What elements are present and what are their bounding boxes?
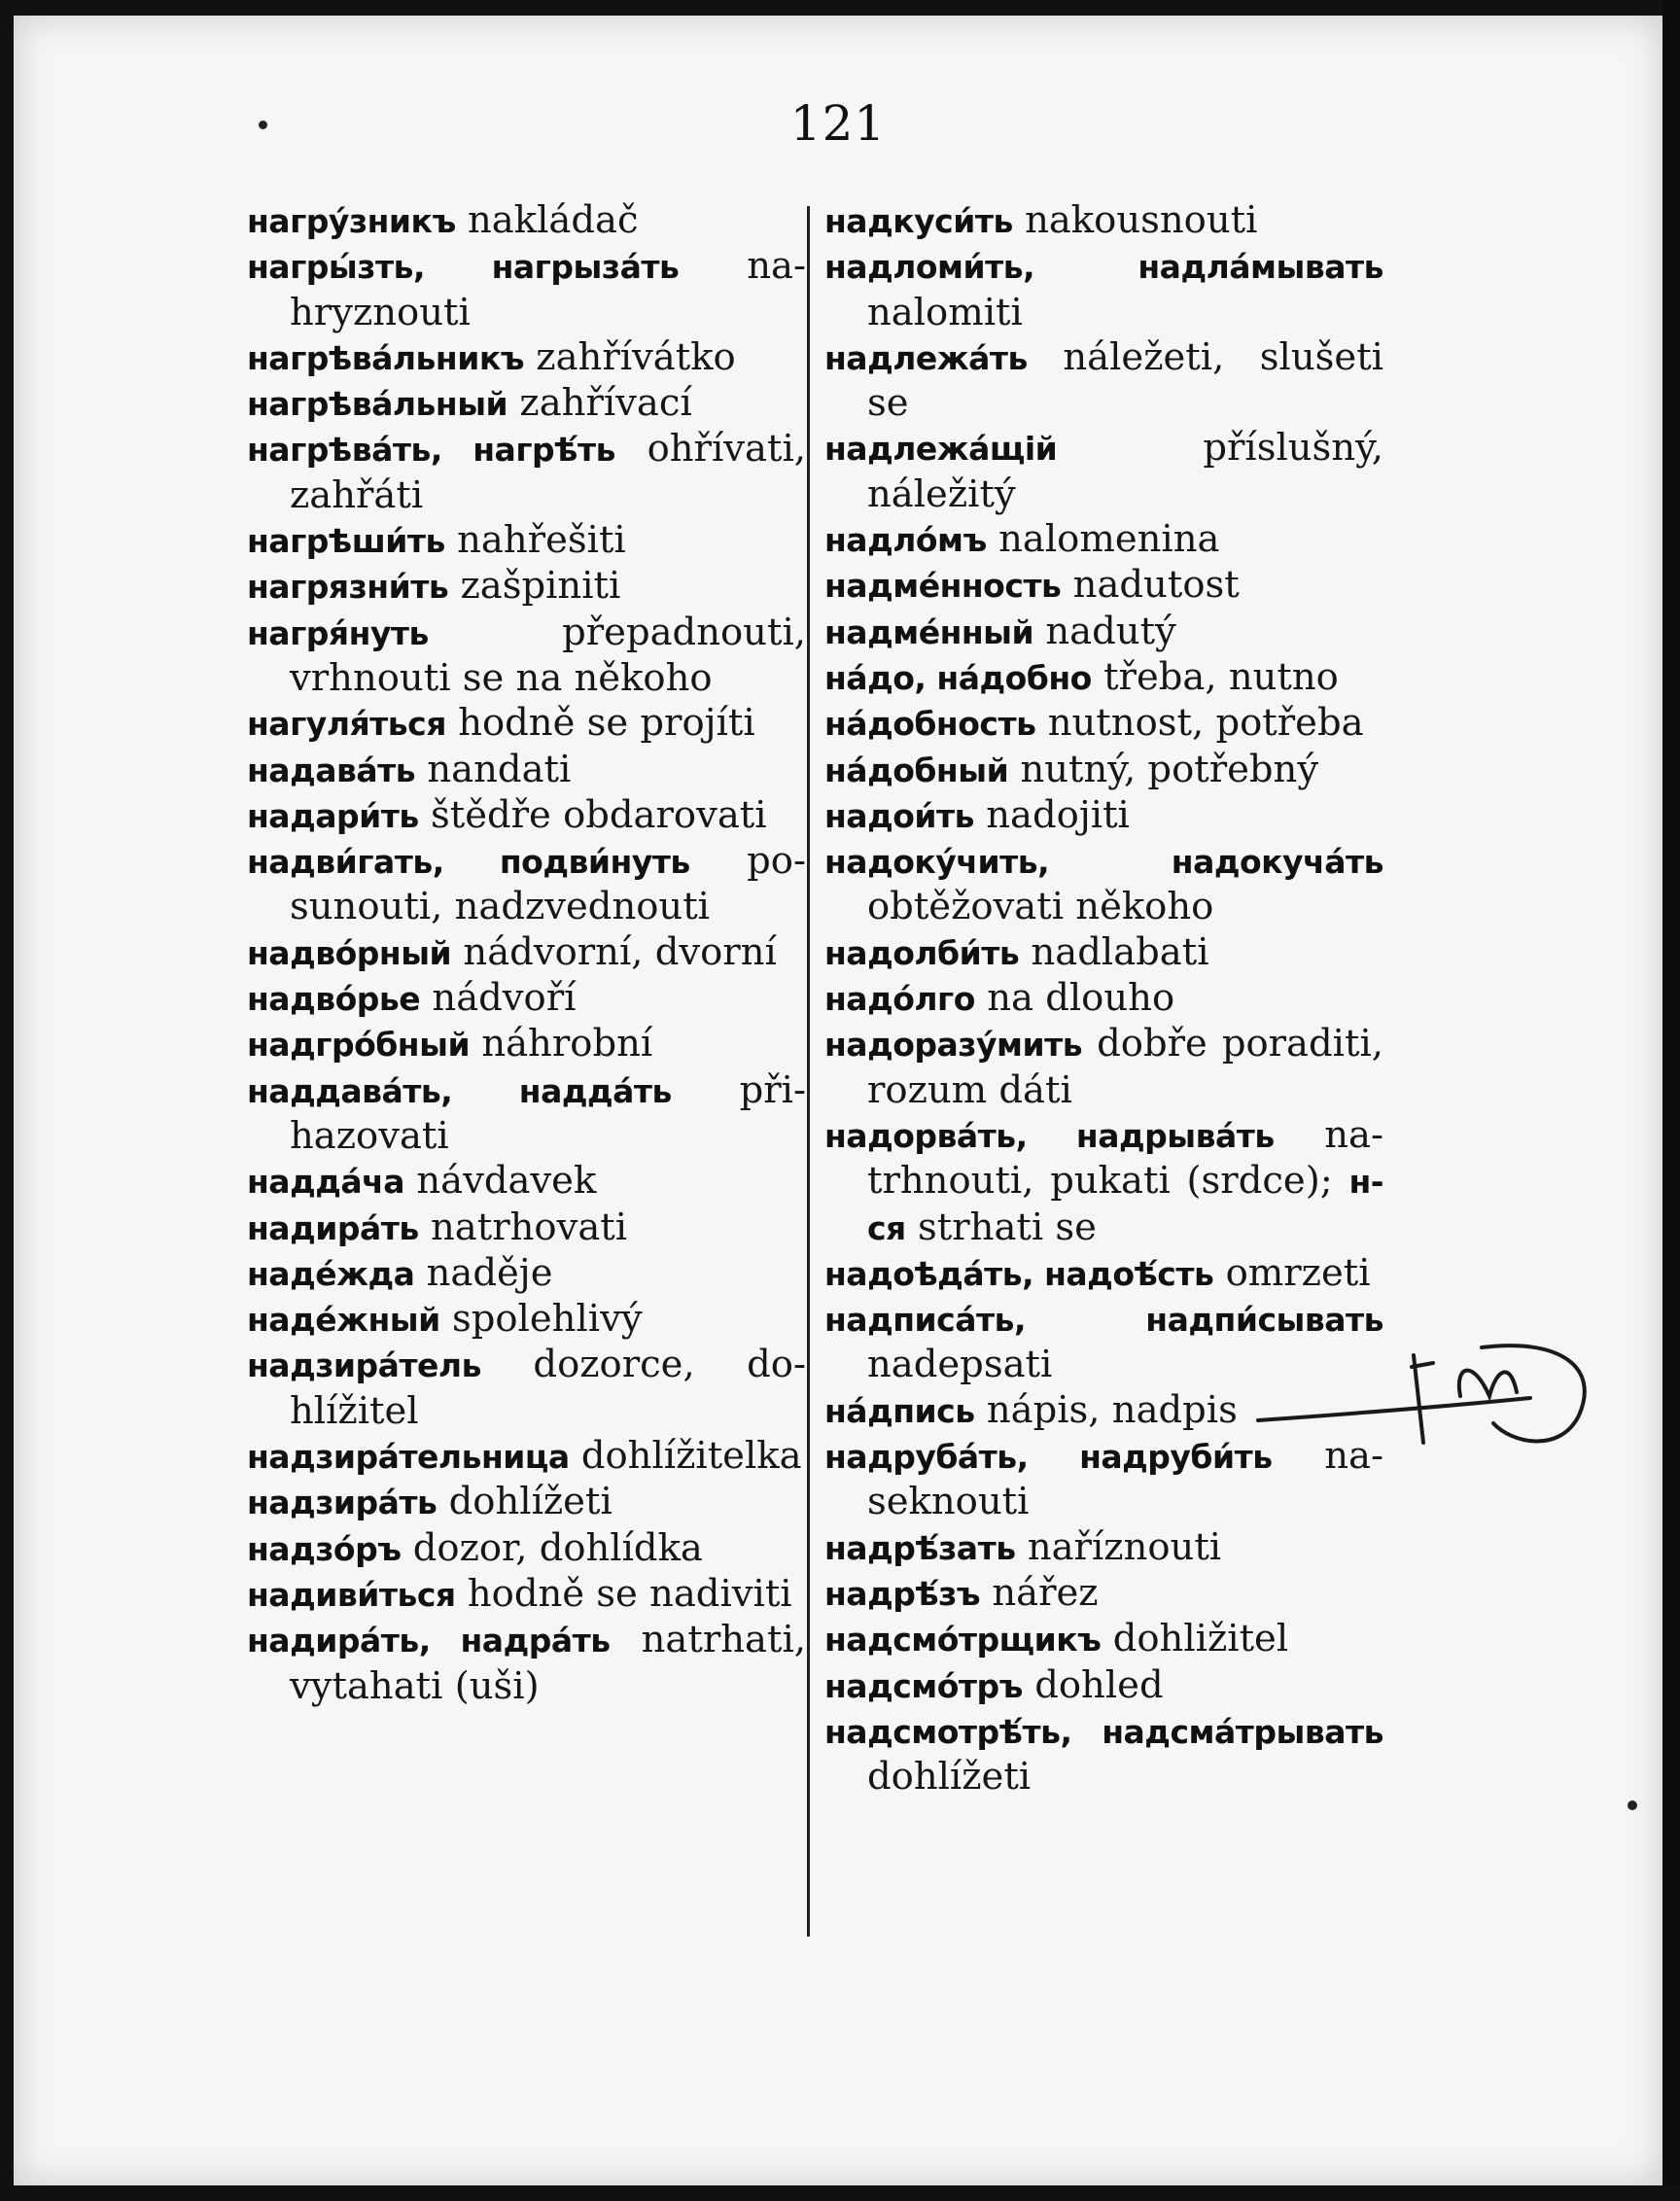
dictionary-entry	[247, 381, 806, 427]
dictionary-entry	[247, 1297, 806, 1343]
dictionary-entry	[247, 1205, 806, 1251]
entry-translation: ohřívati, zahřáti	[290, 427, 806, 517]
entry-headword: надкуси́ть	[824, 202, 1013, 240]
entry-translation: nutný, potřebný	[1020, 747, 1319, 791]
entry-translation: obtěžovati někoho	[867, 885, 1214, 929]
entry-translation: nahryznouti	[290, 244, 806, 334]
entry-headword: нагрязни́ть	[247, 568, 449, 607]
entry-translation: štědře obdarovati	[430, 792, 767, 837]
entry-headword: надво́рье	[247, 980, 421, 1019]
dictionary-entry	[247, 564, 806, 610]
dictionary-entry	[824, 1571, 1383, 1617]
dictionary-entry	[824, 701, 1383, 747]
entry-headword: на́добность	[824, 705, 1036, 744]
dictionary-entry	[824, 244, 1383, 335]
dictionary-page	[14, 16, 1662, 2185]
entry-headword: надоѣда́ть, надоѣ́сть	[824, 1254, 1214, 1293]
entry-translation: zašpiniti	[460, 564, 621, 609]
entry-headword: надда́ча	[247, 1163, 405, 1202]
entry-translation: omrzeti	[1225, 1250, 1371, 1295]
entry-translation: hodně se projíti	[458, 701, 755, 746]
entry-headword: надрѣ́зать	[824, 1528, 1016, 1567]
entry-headword: надсмо́тръ	[824, 1666, 1023, 1705]
entry-headword: на́добный	[824, 751, 1009, 789]
dictionary-entry	[247, 1480, 806, 1525]
entry-translation: dozor, dohlídka	[412, 1525, 703, 1570]
entry-headword: нагрѣши́ть	[247, 522, 445, 561]
entry-translation: naděje	[426, 1250, 553, 1295]
entry-headword: нагуля́ться	[247, 705, 446, 744]
entry-translation: zahřívací	[519, 381, 692, 426]
entry-headword: надсмотрѣ́ть, надсма́трывать	[824, 1712, 1383, 1751]
entry-headword: надписа́ть, надпи́сывать	[824, 1301, 1383, 1340]
dictionary-entry	[824, 930, 1383, 976]
dictionary-entry	[247, 839, 806, 930]
dictionary-entry	[824, 748, 1383, 793]
dictionary-entry	[824, 517, 1383, 563]
entry-translation: natrhovati	[430, 1205, 628, 1249]
entry-headword: надво́рный	[247, 933, 452, 972]
entry-translation: dobře poraditi, rozum dáti	[867, 1022, 1383, 1112]
entry-translation: posunouti, nadzvednouti	[290, 839, 806, 929]
dictionary-entry	[247, 1251, 806, 1297]
right-column	[824, 198, 1383, 1799]
dictionary-entry	[824, 198, 1383, 244]
entry-translation: nadutost	[1072, 563, 1240, 608]
entry-translation: nádvoří	[432, 976, 577, 1021]
entry-headword: надои́ть	[824, 796, 975, 835]
entry-headword: надлежа́щій	[824, 430, 1058, 469]
entry-translation: přepadnouti, vrhnouti se na někoho	[290, 610, 806, 700]
entry-translation: nápis, nadpis	[986, 1387, 1238, 1432]
page-number: 121	[789, 95, 887, 152]
entry-translation: nadutý	[1045, 609, 1176, 653]
entry-headword: нагры́зть, нагрыза́ть	[247, 248, 680, 287]
entry-translation: spolehlivý	[451, 1297, 643, 1342]
entry-translation: zahřívátko	[536, 334, 736, 379]
entry-headword: надорва́ть, надрыва́ть	[824, 1116, 1275, 1155]
dictionary-entry	[247, 1022, 806, 1067]
entry-translation: nalomiti	[867, 290, 1023, 334]
dictionary-entry	[824, 1709, 1383, 1800]
page-speck	[1628, 1800, 1637, 1810]
scan-border-top	[0, 0, 1680, 16]
dictionary-entry	[247, 976, 806, 1022]
entry-headword: надрѣ́зъ	[824, 1574, 981, 1613]
dictionary-entry	[247, 1618, 806, 1709]
entry-translation: natrhnouti, pukati (srdce);	[867, 1112, 1383, 1204]
entry-translation: nutnost, potřeba	[1047, 701, 1364, 746]
dictionary-entry	[247, 1159, 806, 1205]
dictionary-entry	[247, 930, 806, 976]
entry-headword: на́до, на́добно	[824, 658, 1092, 697]
entry-headword: нагрѣва́льникъ	[247, 338, 525, 377]
entry-headword: надира́ть	[247, 1208, 419, 1247]
dictionary-entry	[824, 1525, 1383, 1571]
entry-headword: надломи́ть, надла́мывать	[824, 248, 1383, 287]
dictionary-entry	[247, 748, 806, 793]
entry-translation: naříznouti	[1027, 1524, 1222, 1569]
entry-headword: нагря́нуть	[247, 613, 429, 652]
entry-translation: natrhati, vytahati (uši)	[290, 1618, 806, 1708]
entry-headword: надзира́тель	[247, 1346, 481, 1385]
dictionary-entry	[247, 198, 806, 244]
entry-translation: nádvorní, dvorní	[463, 929, 777, 974]
entry-headword: надме́нный	[824, 612, 1034, 651]
entry-translation: nadlabati	[1031, 929, 1209, 974]
entry-headword: надо́лго	[824, 980, 975, 1019]
dictionary-entry	[247, 1343, 806, 1434]
scan-border-bottom	[0, 2185, 1680, 2201]
entry-translation: dohlížeti	[448, 1480, 612, 1524]
entry-translation: náležeti, slušeti se	[867, 334, 1383, 426]
dictionary-entry	[247, 335, 806, 381]
entry-headword: надари́ть	[247, 796, 419, 835]
dictionary-entry	[247, 1572, 806, 1618]
dictionary-entry	[824, 1663, 1383, 1709]
entry-translation: nakousnouti	[1025, 198, 1258, 242]
dictionary-entry	[824, 1251, 1383, 1297]
entry-headword: надлежа́ть	[824, 338, 1028, 377]
dictionary-entry	[247, 611, 806, 702]
entry-translation: třeba, nutno	[1103, 654, 1339, 699]
entry-headword: надоразу́мить	[824, 1026, 1083, 1065]
dictionary-entry	[824, 1617, 1383, 1662]
dictionary-entry	[247, 1526, 806, 1572]
entry-translation: nalomenina	[998, 517, 1220, 562]
scan-border-right	[1662, 0, 1680, 2201]
entry-translation: dozorce, dohlížitel	[290, 1343, 806, 1433]
entry-headword: наде́жный	[247, 1301, 440, 1340]
entry-translation: dohlížeti	[867, 1755, 1032, 1799]
entry-headword: нагру́зникъ	[247, 202, 456, 240]
handwritten-annotation	[1239, 1328, 1628, 1464]
dictionary-entry	[247, 1068, 806, 1160]
dictionary-entry	[824, 335, 1383, 427]
entry-translation: nadepsati	[867, 1343, 1053, 1387]
entry-translation: nandati	[427, 747, 572, 791]
entry-headword: надзира́тельница	[247, 1438, 570, 1477]
page-speck	[259, 121, 267, 129]
entry-headword: надзо́ръ	[247, 1529, 402, 1568]
entry-headword: надолби́ть	[824, 933, 1020, 972]
dictionary-entry	[247, 518, 806, 564]
entry-translation: nahřešiti	[457, 518, 626, 563]
entry-translation: náhrobní	[481, 1022, 653, 1066]
dictionary-entry	[247, 701, 806, 747]
dictionary-entry	[824, 563, 1383, 609]
entry-headword: надгро́бный	[247, 1026, 471, 1065]
dictionary-entry	[824, 426, 1383, 517]
dictionary-entry	[824, 1022, 1383, 1113]
entry-headword: наде́жда	[247, 1254, 415, 1293]
entry-translation: naseknouti	[867, 1434, 1383, 1524]
entry-headword: надруба́ть, надруби́ть	[824, 1438, 1273, 1477]
entry-translation: návdavek	[416, 1159, 597, 1204]
entry-headword: надоку́чить, надокуча́ть	[824, 843, 1383, 882]
entry-translation: hodně se nadiviti	[467, 1571, 792, 1616]
entry-translation: příslušný, náležitý	[867, 426, 1383, 516]
entry-subtranslation: strhati se	[918, 1205, 1097, 1249]
scan-border-left	[0, 0, 14, 2201]
entry-headword: надло́мъ	[824, 521, 987, 560]
entry-translation: nakládač	[468, 198, 639, 242]
dictionary-entry	[824, 655, 1383, 701]
entry-translation: na dlouho	[987, 976, 1175, 1021]
entry-headword: надиви́ться	[247, 1575, 456, 1614]
column-divider	[807, 206, 810, 1937]
dictionary-entry	[824, 610, 1383, 655]
entry-headword: нагрѣва́льный	[247, 385, 508, 424]
entry-translation: dohlížitelka	[580, 1434, 802, 1479]
dictionary-entry	[247, 793, 806, 839]
dictionary-entry	[824, 839, 1383, 930]
entry-translation: přihazovati	[290, 1067, 806, 1158]
dictionary-entry	[824, 793, 1383, 839]
dictionary-entry	[247, 1434, 806, 1480]
dictionary-entry	[247, 244, 806, 335]
entry-headword: надви́гать, подви́нуть	[247, 843, 690, 882]
entry-translation: nadojiti	[986, 792, 1130, 837]
entry-headword: на́дпись	[824, 1391, 975, 1430]
entry-headword: надава́ть	[247, 751, 416, 789]
entry-headword: нагрѣва́ть, нагрѣ́ть	[247, 431, 615, 470]
entry-headword: надме́нность	[824, 567, 1062, 606]
left-column	[247, 198, 806, 1709]
entry-translation: dohled	[1034, 1662, 1164, 1707]
entry-subheadword: н-ся	[867, 1163, 1383, 1247]
entry-headword: наддава́ть, надда́ть	[247, 1071, 672, 1110]
dictionary-entry	[824, 976, 1383, 1022]
dictionary-entry	[247, 427, 806, 518]
entry-translation: dohližitel	[1112, 1617, 1289, 1661]
dictionary-entry	[824, 1113, 1383, 1251]
entry-headword: надзира́ть	[247, 1484, 438, 1522]
entry-translation: nářez	[992, 1570, 1099, 1615]
entry-headword: надсмо́трщикъ	[824, 1621, 1102, 1659]
entry-headword: надира́ть, надра́ть	[247, 1622, 611, 1660]
